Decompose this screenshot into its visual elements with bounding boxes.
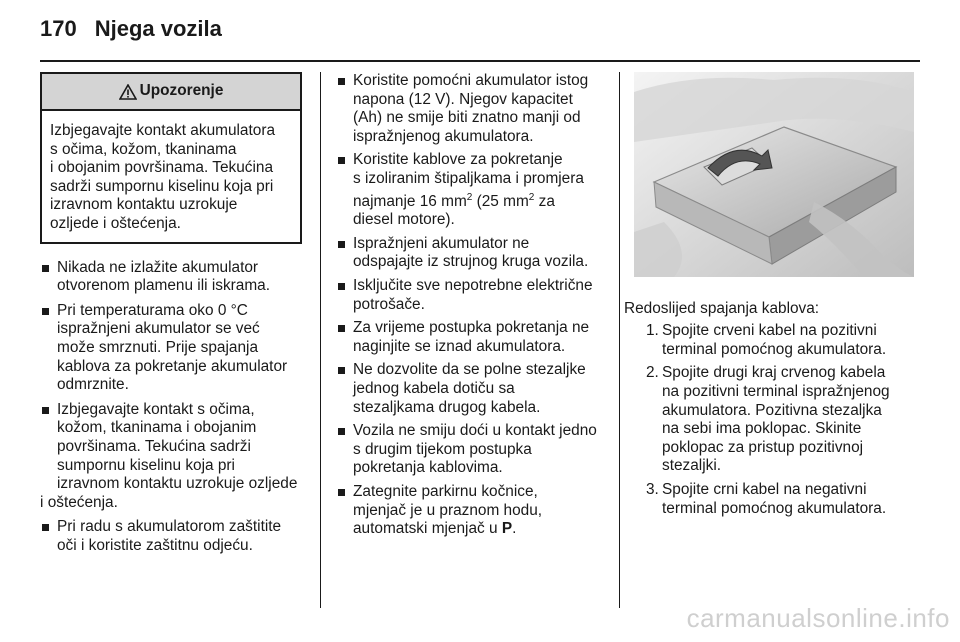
text-line: Vozila ne smiju doći u kontakt jedno bbox=[353, 422, 597, 440]
text-line: odspajajte iz strujnog kruga vozila. bbox=[353, 253, 589, 271]
page-header bbox=[40, 16, 222, 42]
warning-body bbox=[42, 111, 300, 242]
text-line: izravnom kontaktu uzrokuje ozljede bbox=[57, 475, 298, 493]
list-item bbox=[336, 422, 608, 478]
bullet-square-icon bbox=[42, 407, 49, 414]
bullet-square-icon bbox=[338, 78, 345, 85]
superscript: 2 bbox=[466, 191, 473, 203]
text-line: oči i koristite zaštitnu odjeću. bbox=[57, 536, 253, 554]
text-line: Pri temperaturama oko 0 °C bbox=[57, 301, 248, 319]
list-item bbox=[336, 277, 608, 314]
text-line: mjenjač je u praznom hodu, bbox=[353, 501, 543, 519]
text-line: Zategnite parkirnu kočnice, bbox=[353, 483, 538, 500]
list-item bbox=[336, 151, 608, 230]
warning-title: Upozorenje bbox=[139, 82, 224, 100]
connection-steps bbox=[624, 322, 924, 518]
text-line: naginjite se iznad akumulatora. bbox=[353, 337, 566, 355]
text-line: površinama. Tekućina sadrži bbox=[57, 437, 251, 455]
column-2-bullet-list bbox=[336, 72, 608, 539]
text-line: diesel motore). bbox=[353, 211, 455, 229]
list-item bbox=[336, 483, 608, 539]
text-line: napona (12 V). Njegov kapacitet bbox=[353, 90, 573, 108]
bullet-square-icon bbox=[338, 241, 345, 248]
list-item bbox=[40, 259, 302, 296]
list-item bbox=[40, 302, 302, 395]
bullet-square-icon bbox=[338, 283, 345, 290]
text-line: Koristite pomoćni akumulator istog bbox=[353, 72, 589, 89]
warning-triangle-icon bbox=[119, 84, 137, 100]
bullet-square-icon bbox=[338, 157, 345, 164]
warning-box bbox=[40, 72, 302, 244]
text-segment: za bbox=[534, 192, 555, 210]
warning-line: sadrži sumpornu kiselinu koja pri bbox=[50, 177, 274, 195]
page-title: Njega vozila bbox=[94, 16, 222, 41]
text-line: akumulatora. Pozitivna stezaljka bbox=[662, 401, 882, 419]
column-3 bbox=[624, 72, 924, 523]
column-divider-2 bbox=[619, 72, 620, 608]
text-segment: najmanje 16 mm bbox=[353, 192, 467, 210]
list-item bbox=[624, 322, 924, 359]
gear-position-p: P bbox=[501, 520, 513, 538]
text-segment: . bbox=[512, 520, 517, 538]
list-item bbox=[336, 319, 608, 356]
watermark: carmanualsonline.info bbox=[686, 603, 950, 633]
connection-order-intro: Redoslijed spajanja kablova: bbox=[624, 299, 820, 317]
bullet-square-icon bbox=[42, 308, 49, 315]
column-divider-1 bbox=[320, 72, 321, 608]
column-2 bbox=[336, 72, 608, 544]
text-line: poklopac za pristup pozitivnoj bbox=[662, 438, 864, 456]
bullet-square-icon bbox=[338, 428, 345, 435]
text-line: kablova za pokretanje akumulator bbox=[57, 357, 288, 375]
text-line: na pozitivni terminal ispražnjenog bbox=[662, 382, 890, 400]
text-line: s drugim tijekom postupka bbox=[353, 440, 532, 458]
text-line: ispražnjeni akumulator se već bbox=[57, 320, 260, 338]
step-number: 3. bbox=[646, 480, 659, 498]
text-line: Ispražnjeni akumulator ne bbox=[353, 234, 530, 252]
text-line: stezaljki. bbox=[662, 457, 722, 475]
text-line: može smrznuti. Prije spajanja bbox=[57, 338, 259, 356]
list-item bbox=[336, 361, 608, 417]
text-line: potrošače. bbox=[353, 295, 425, 313]
step-number: 2. bbox=[646, 364, 659, 382]
bullet-square-icon bbox=[338, 367, 345, 374]
text-line bbox=[353, 520, 608, 539]
text-line: Spojite crni kabel na negativni bbox=[662, 480, 867, 498]
text-line: (Ah) ne smije biti znatno manji od bbox=[353, 109, 581, 127]
page-number: 170 bbox=[40, 16, 77, 41]
text-line: Za vrijeme postupka pokretanja ne bbox=[353, 319, 590, 337]
header-rule bbox=[40, 60, 920, 62]
step-number: 1. bbox=[646, 322, 659, 340]
bullet-square-icon bbox=[42, 524, 49, 531]
list-item bbox=[40, 401, 302, 513]
text-line: odmrznite. bbox=[57, 376, 129, 394]
battery-cover-illustration bbox=[634, 72, 914, 277]
bullet-square-icon bbox=[338, 489, 345, 496]
text-line: s izoliranim štipaljkama i promjera bbox=[353, 169, 584, 187]
text-line: Koristite kablove za pokretanje bbox=[353, 151, 563, 169]
text-line: Isključite sve nepotrebne električne bbox=[353, 277, 593, 295]
superscript: 2 bbox=[528, 191, 535, 203]
text-line: terminal pomoćnog akumulatora. bbox=[662, 340, 887, 358]
text-line: otvorenom plamenu ili iskrama. bbox=[57, 277, 270, 295]
list-item bbox=[336, 235, 608, 272]
list-item bbox=[336, 72, 608, 146]
list-item bbox=[40, 518, 302, 555]
text-line: Izbjegavajte kontakt s očima, bbox=[57, 400, 255, 418]
text-line: Pri radu s akumulatorom zaštitite bbox=[57, 518, 282, 536]
column-1 bbox=[40, 72, 302, 561]
bullet-square-icon bbox=[42, 265, 49, 272]
text-line bbox=[353, 189, 608, 212]
text-line: Ne dozvolite da se polne stezaljke bbox=[353, 361, 586, 379]
warning-line: izravnom kontaktu uzrokuje bbox=[50, 196, 238, 214]
text-line: sumpornu kiselinu koja pri bbox=[57, 456, 235, 474]
text-line: pokretanja kablovima. bbox=[353, 459, 503, 477]
list-item bbox=[624, 481, 924, 518]
warning-line: i obojanim površinama. Tekućina bbox=[50, 159, 273, 177]
text-line: ispražnjenog akumulatora. bbox=[353, 127, 534, 145]
list-item bbox=[624, 364, 924, 476]
text-segment: (25 mm bbox=[472, 192, 529, 210]
column-1-bullet-list bbox=[40, 259, 302, 556]
text-line: terminal pomoćnog akumulatora. bbox=[662, 499, 887, 517]
bullet-square-icon bbox=[338, 325, 345, 332]
text-line: stezaljkama drugog kabela. bbox=[353, 398, 541, 416]
warning-line: Izbjegavajte kontakt akumulatora bbox=[50, 122, 276, 139]
warning-line: ozljede i oštećenja. bbox=[50, 214, 181, 232]
warning-line: s očima, kožom, tkaninama bbox=[50, 140, 237, 158]
text-line: Spojite drugi kraj crvenog kabela bbox=[662, 364, 886, 382]
text-line: jednog kabela dotiču sa bbox=[353, 380, 515, 398]
text-line: Nikada ne izlažite akumulator bbox=[57, 258, 259, 276]
text-line: kožom, tkaninama i obojanim bbox=[57, 419, 257, 437]
text-segment: automatski mjenjač u bbox=[353, 520, 502, 538]
text-line: na sebi ima poklopac. Skinite bbox=[662, 420, 862, 438]
text-line: Spojite crveni kabel na pozitivni bbox=[662, 322, 877, 340]
warning-header bbox=[42, 74, 300, 111]
text-line: i oštećenja. bbox=[40, 493, 118, 511]
